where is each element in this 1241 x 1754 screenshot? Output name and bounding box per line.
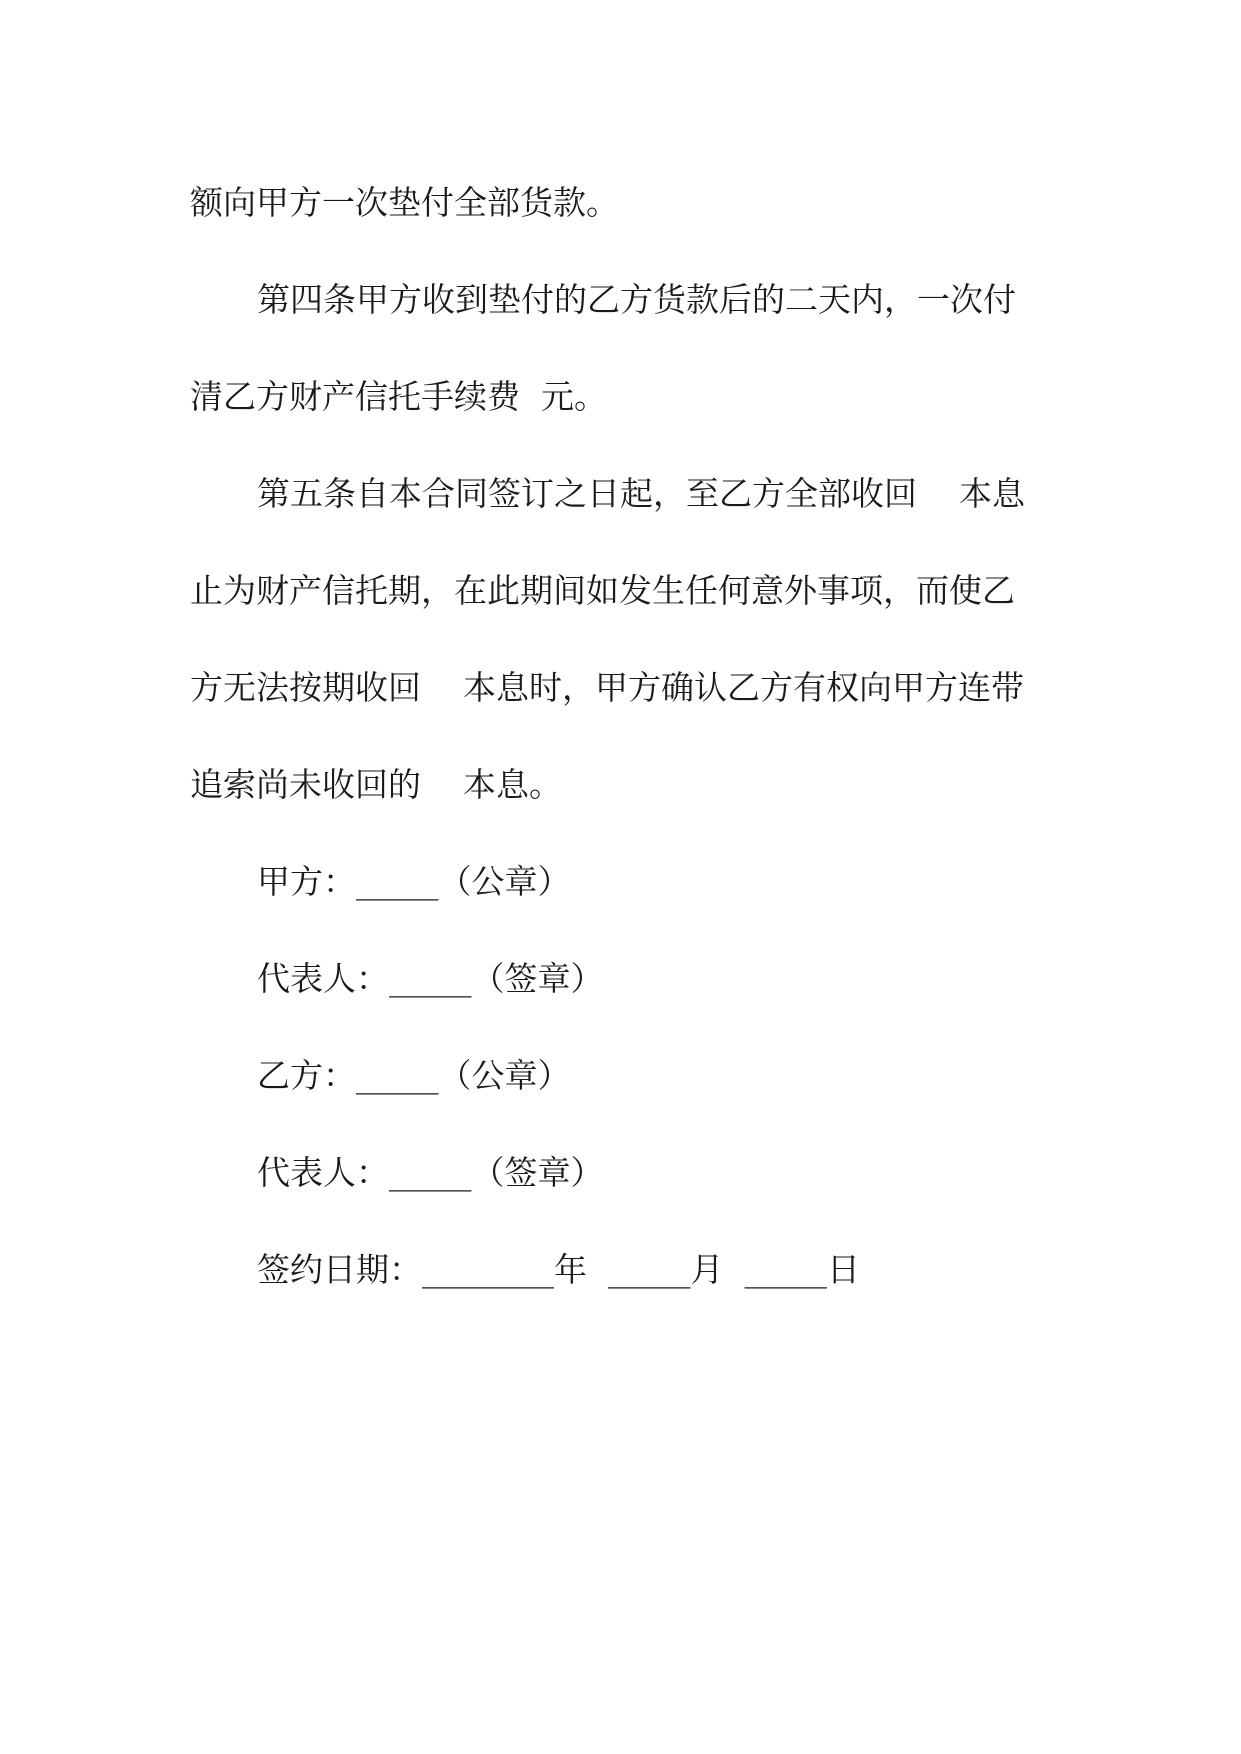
party-a-representative-line: 代表人：_____（签章） bbox=[257, 959, 604, 998]
paragraph-line: 追索尚未收回的 本息。 bbox=[190, 765, 562, 804]
signing-date-line: 签约日期：________年 _____月 _____日 bbox=[257, 1250, 860, 1289]
paragraph-line: 方无法按期收回 本息时，甲方确认乙方有权向甲方连带 bbox=[190, 668, 1024, 707]
paragraph-line: 额向甲方一次垫付全部货款。 bbox=[190, 183, 619, 222]
party-b-representative-line: 代表人：_____（签章） bbox=[257, 1153, 604, 1192]
party-a-signature-line: 甲方：_____（公章） bbox=[257, 862, 571, 901]
party-b-signature-line: 乙方：_____（公章） bbox=[257, 1056, 571, 1095]
paragraph-line: 止为财产信托期，在此期间如发生任何意外事项，而使乙 bbox=[190, 571, 1015, 610]
article-5-line: 第五条自本合同签订之日起，至乙方全部收回 本息 bbox=[257, 474, 1025, 513]
paragraph-line: 清乙方财产信托手续费 元。 bbox=[190, 377, 607, 416]
article-4-line: 第四条甲方收到垫付的乙方货款后的二天内，一次付 bbox=[257, 280, 1016, 319]
